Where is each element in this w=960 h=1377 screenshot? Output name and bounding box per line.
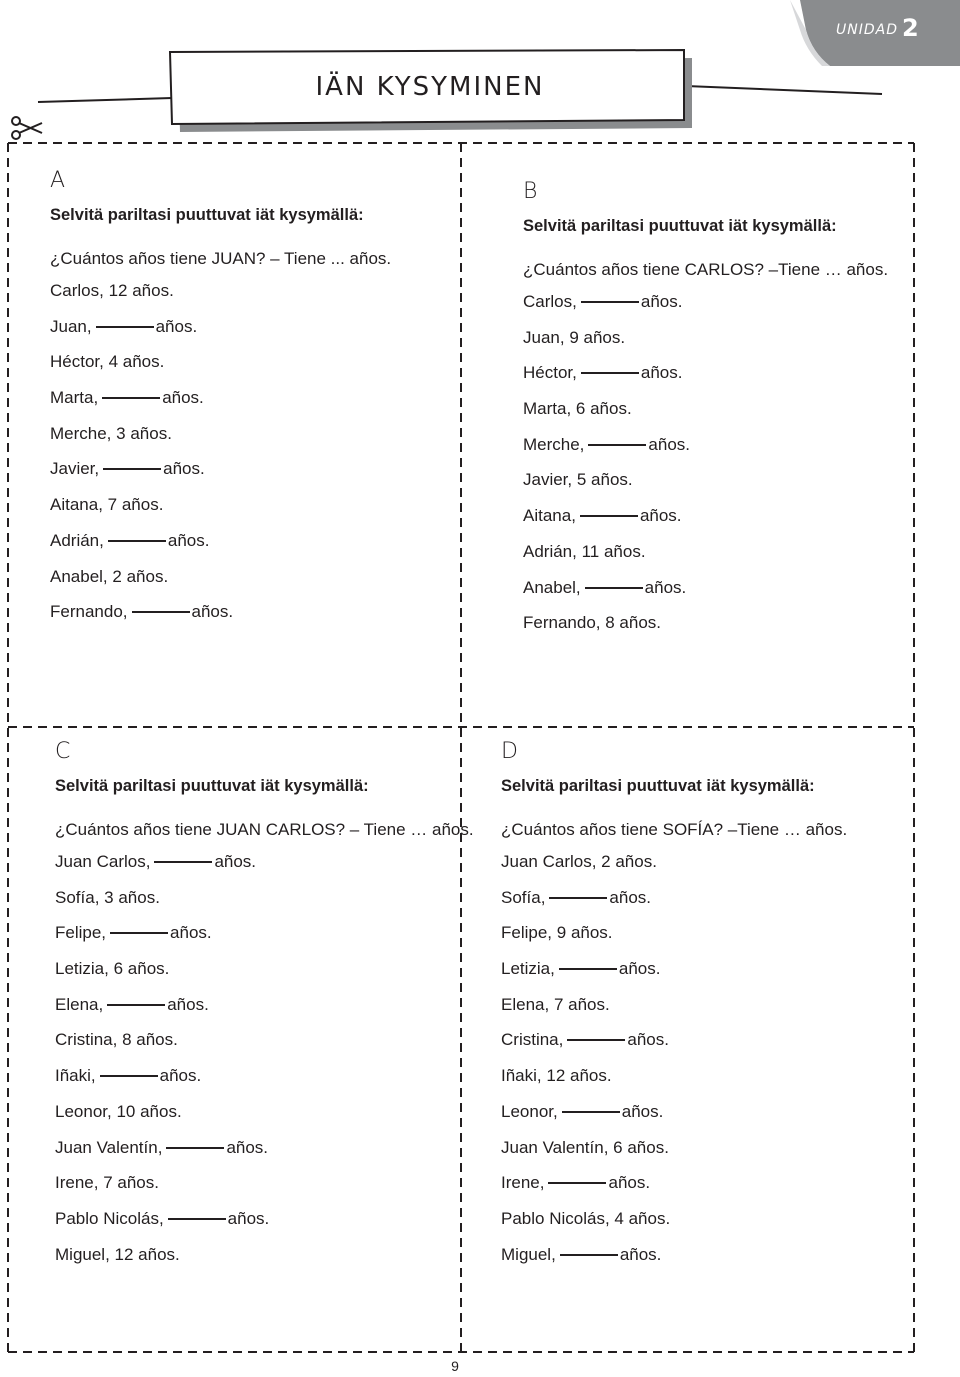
question: ¿Cuántos años tiene JUAN? – Tiene ... años. — [50, 249, 392, 268]
age-text: 6 años. — [113, 959, 170, 979]
rows-list — [501, 844, 847, 1272]
person-name: Anabel, — [523, 577, 581, 597]
list-item — [55, 987, 474, 1023]
person-name: Cristina, — [501, 1030, 564, 1050]
person-name: Iñaki, — [501, 1066, 542, 1086]
list-item — [55, 844, 474, 880]
rows-list — [55, 844, 474, 1272]
person-name: Juan Carlos, — [501, 852, 597, 871]
list-item — [50, 451, 391, 487]
person-name: Elena, — [501, 994, 550, 1014]
person-name: Carlos, — [523, 292, 577, 311]
unit-number: 2 — [902, 14, 919, 42]
age-text: 3 años. — [116, 423, 172, 443]
answer-blank[interactable] — [96, 325, 154, 328]
answer-blank[interactable] — [168, 1217, 226, 1220]
panel-letter: A — [50, 168, 66, 193]
list-item — [523, 462, 888, 498]
age-text: 2 años. — [601, 852, 657, 871]
person-name: Leonor, — [55, 1101, 112, 1121]
person-name: Fernando, — [50, 602, 128, 622]
answer-blank[interactable] — [110, 931, 168, 934]
person-name: Irene, — [55, 1173, 99, 1193]
age-text: años. — [162, 388, 204, 408]
age-text: 7 años. — [107, 495, 164, 515]
list-item — [523, 320, 888, 356]
person-name: Irene, — [501, 1173, 545, 1193]
age-text: años. — [627, 1030, 669, 1050]
age-text: años. — [640, 292, 683, 311]
person-name: Leonor, — [501, 1101, 558, 1121]
answer-blank[interactable] — [588, 443, 646, 446]
list-item — [55, 1130, 474, 1166]
person-name: Juan Valentín, — [501, 1137, 609, 1157]
list-item — [501, 1201, 847, 1237]
list-item — [523, 427, 888, 463]
person-name: Felipe, — [55, 923, 107, 943]
age-text: 9 años. — [556, 923, 613, 943]
person-name: Cristina, — [55, 1030, 118, 1050]
person-name: Pablo Nicolás, — [55, 1208, 164, 1228]
answer-blank[interactable] — [581, 300, 639, 303]
list-item — [501, 915, 847, 951]
list-item — [50, 344, 391, 380]
person-name: Aitana, — [523, 506, 576, 526]
panel-d — [501, 738, 847, 1272]
age-text: años. — [644, 577, 687, 597]
person-name: Javier, — [50, 459, 100, 479]
age-text: años. — [608, 1173, 651, 1193]
person-name: Javier, — [523, 470, 573, 490]
age-text: 4 años. — [108, 352, 165, 372]
person-name: Aitana, — [50, 495, 103, 515]
list-item — [523, 284, 888, 320]
age-text: 12 años. — [114, 1244, 180, 1264]
age-text: años. — [619, 1244, 662, 1264]
answer-blank[interactable] — [548, 1181, 606, 1184]
list-item — [523, 570, 888, 606]
list-item — [55, 915, 474, 951]
list-item — [501, 1165, 847, 1201]
person-name: Sofía, — [55, 887, 100, 907]
person-name: Juan Valentín, — [55, 1137, 163, 1157]
answer-blank[interactable] — [585, 586, 643, 589]
rows-list — [50, 273, 391, 630]
age-text: años. — [163, 459, 205, 479]
page-number: 9 — [451, 1358, 459, 1374]
list-item — [523, 391, 888, 427]
age-text: años. — [167, 994, 209, 1014]
answer-blank[interactable] — [581, 371, 639, 374]
age-text: 12 años. — [108, 281, 174, 300]
person-name: Sofía, — [501, 887, 546, 907]
answer-blank[interactable] — [154, 860, 212, 863]
unit-label: UNIDAD — [836, 22, 898, 38]
list-item — [55, 1094, 474, 1130]
age-text: años. — [170, 923, 212, 943]
person-name: Merche, — [50, 423, 112, 443]
rows-list — [523, 284, 888, 641]
age-text: años. — [159, 1066, 202, 1086]
answer-blank[interactable] — [580, 514, 638, 517]
list-item — [55, 1022, 474, 1058]
list-item — [55, 951, 474, 987]
list-item — [55, 1058, 474, 1094]
list-item — [50, 559, 391, 595]
list-item — [501, 951, 847, 987]
person-name: Miguel, — [55, 1244, 110, 1264]
list-item — [50, 594, 391, 630]
list-item — [55, 1237, 474, 1273]
answer-blank[interactable] — [559, 967, 617, 970]
question: ¿Cuántos años tiene SOFÍA? –Tiene … años. — [501, 820, 848, 839]
panel-c — [55, 738, 474, 1272]
answer-blank[interactable] — [166, 1146, 224, 1149]
age-text: 6 años. — [613, 1137, 669, 1157]
age-text: 10 años. — [116, 1101, 182, 1121]
age-text: años. — [226, 1137, 269, 1157]
age-text: 8 años. — [605, 613, 661, 633]
person-name: Felipe, — [501, 923, 553, 943]
age-text: años. — [609, 887, 652, 907]
age-text: 7 años. — [553, 994, 610, 1014]
person-name: Juan, — [523, 327, 565, 347]
instruction: Selvitä pariltasi puuttuvat iät kysymällä: — [55, 777, 369, 795]
answer-blank[interactable] — [549, 896, 607, 899]
person-name: Pablo Nicolás, — [501, 1208, 610, 1228]
answer-blank[interactable] — [103, 467, 161, 470]
answer-blank[interactable] — [132, 610, 190, 613]
list-item — [501, 844, 847, 880]
person-name: Merche, — [523, 434, 585, 454]
list-item — [50, 523, 391, 559]
list-item — [501, 1022, 847, 1058]
instruction: Selvitä pariltasi puuttuvat iät kysymällä: — [501, 777, 815, 795]
person-name: Marta, — [50, 388, 99, 408]
age-text: años. — [167, 530, 210, 550]
panel-a — [50, 167, 391, 630]
age-text: años. — [214, 852, 257, 871]
person-name: Miguel, — [501, 1244, 556, 1264]
person-name: Adrián, — [50, 530, 104, 550]
answer-blank[interactable] — [567, 1038, 625, 1041]
list-item — [55, 1201, 474, 1237]
answer-blank[interactable] — [560, 1253, 618, 1256]
age-text: años. — [618, 959, 661, 979]
person-name: Adrián, — [523, 541, 577, 561]
age-text: 11 años. — [581, 541, 646, 561]
person-name: Elena, — [55, 994, 104, 1014]
age-text: años. — [648, 434, 691, 454]
list-item — [55, 880, 474, 916]
person-name: Letizia, — [55, 959, 109, 979]
age-text: 5 años. — [576, 470, 633, 490]
list-item — [523, 355, 888, 391]
list-item — [523, 534, 888, 570]
age-text: años. — [621, 1101, 664, 1121]
list-item — [50, 380, 391, 416]
age-text: 3 años. — [104, 887, 160, 907]
instruction: Selvitä pariltasi puuttuvat iät kysymällä: — [523, 217, 837, 235]
age-text: 2 años. — [112, 566, 169, 586]
answer-blank[interactable] — [102, 396, 160, 399]
list-item — [50, 309, 391, 345]
age-text: años. — [191, 602, 234, 622]
question: ¿Cuántos años tiene CARLOS? –Tiene … años. — [523, 260, 889, 279]
person-name: Anabel, — [50, 566, 108, 586]
age-text: 8 años. — [122, 1030, 178, 1050]
list-item — [50, 416, 391, 452]
panel-letter: C — [55, 739, 71, 764]
person-name: Fernando, — [523, 613, 601, 633]
person-name: Juan Carlos, — [55, 852, 151, 871]
person-name: Héctor, — [523, 363, 577, 383]
age-text: años. — [227, 1208, 270, 1228]
list-item — [501, 1058, 847, 1094]
page-title: IÄN KYSYMINEN — [315, 72, 545, 102]
age-text: 4 años. — [614, 1208, 671, 1228]
list-item — [501, 1237, 847, 1273]
age-text: 6 años. — [575, 399, 632, 419]
scissors-icon — [10, 113, 44, 143]
panel-b — [523, 178, 888, 641]
person-name: Letizia, — [501, 959, 555, 979]
list-item — [50, 273, 391, 309]
question: ¿Cuántos años tiene JUAN CARLOS? – Tiene … años. — [55, 820, 474, 839]
age-text: años. — [640, 363, 683, 383]
person-name: Carlos, — [50, 281, 104, 300]
person-name: Juan, — [50, 316, 92, 336]
list-item — [523, 498, 888, 534]
instruction: Selvitä pariltasi puuttuvat iät kysymällä: — [50, 206, 364, 224]
list-item — [55, 1165, 474, 1201]
answer-blank[interactable] — [562, 1110, 620, 1113]
list-item — [50, 487, 391, 523]
list-item — [501, 1094, 847, 1130]
list-item — [501, 987, 847, 1023]
age-text: 9 años. — [569, 327, 626, 347]
answer-blank[interactable] — [107, 1003, 165, 1006]
age-text: años. — [639, 506, 682, 526]
age-text: 7 años. — [103, 1173, 159, 1193]
list-item — [523, 605, 888, 641]
person-name: Marta, — [523, 399, 572, 419]
list-item — [501, 880, 847, 916]
age-text: 12 años. — [546, 1066, 612, 1086]
list-item — [501, 1130, 847, 1166]
panel-letter: B — [523, 179, 538, 204]
person-name: Héctor, — [50, 352, 104, 372]
age-text: años. — [155, 316, 198, 336]
panel-letter: D — [501, 739, 518, 764]
answer-blank[interactable] — [100, 1074, 158, 1077]
answer-blank[interactable] — [108, 539, 166, 542]
person-name: Iñaki, — [55, 1066, 96, 1086]
